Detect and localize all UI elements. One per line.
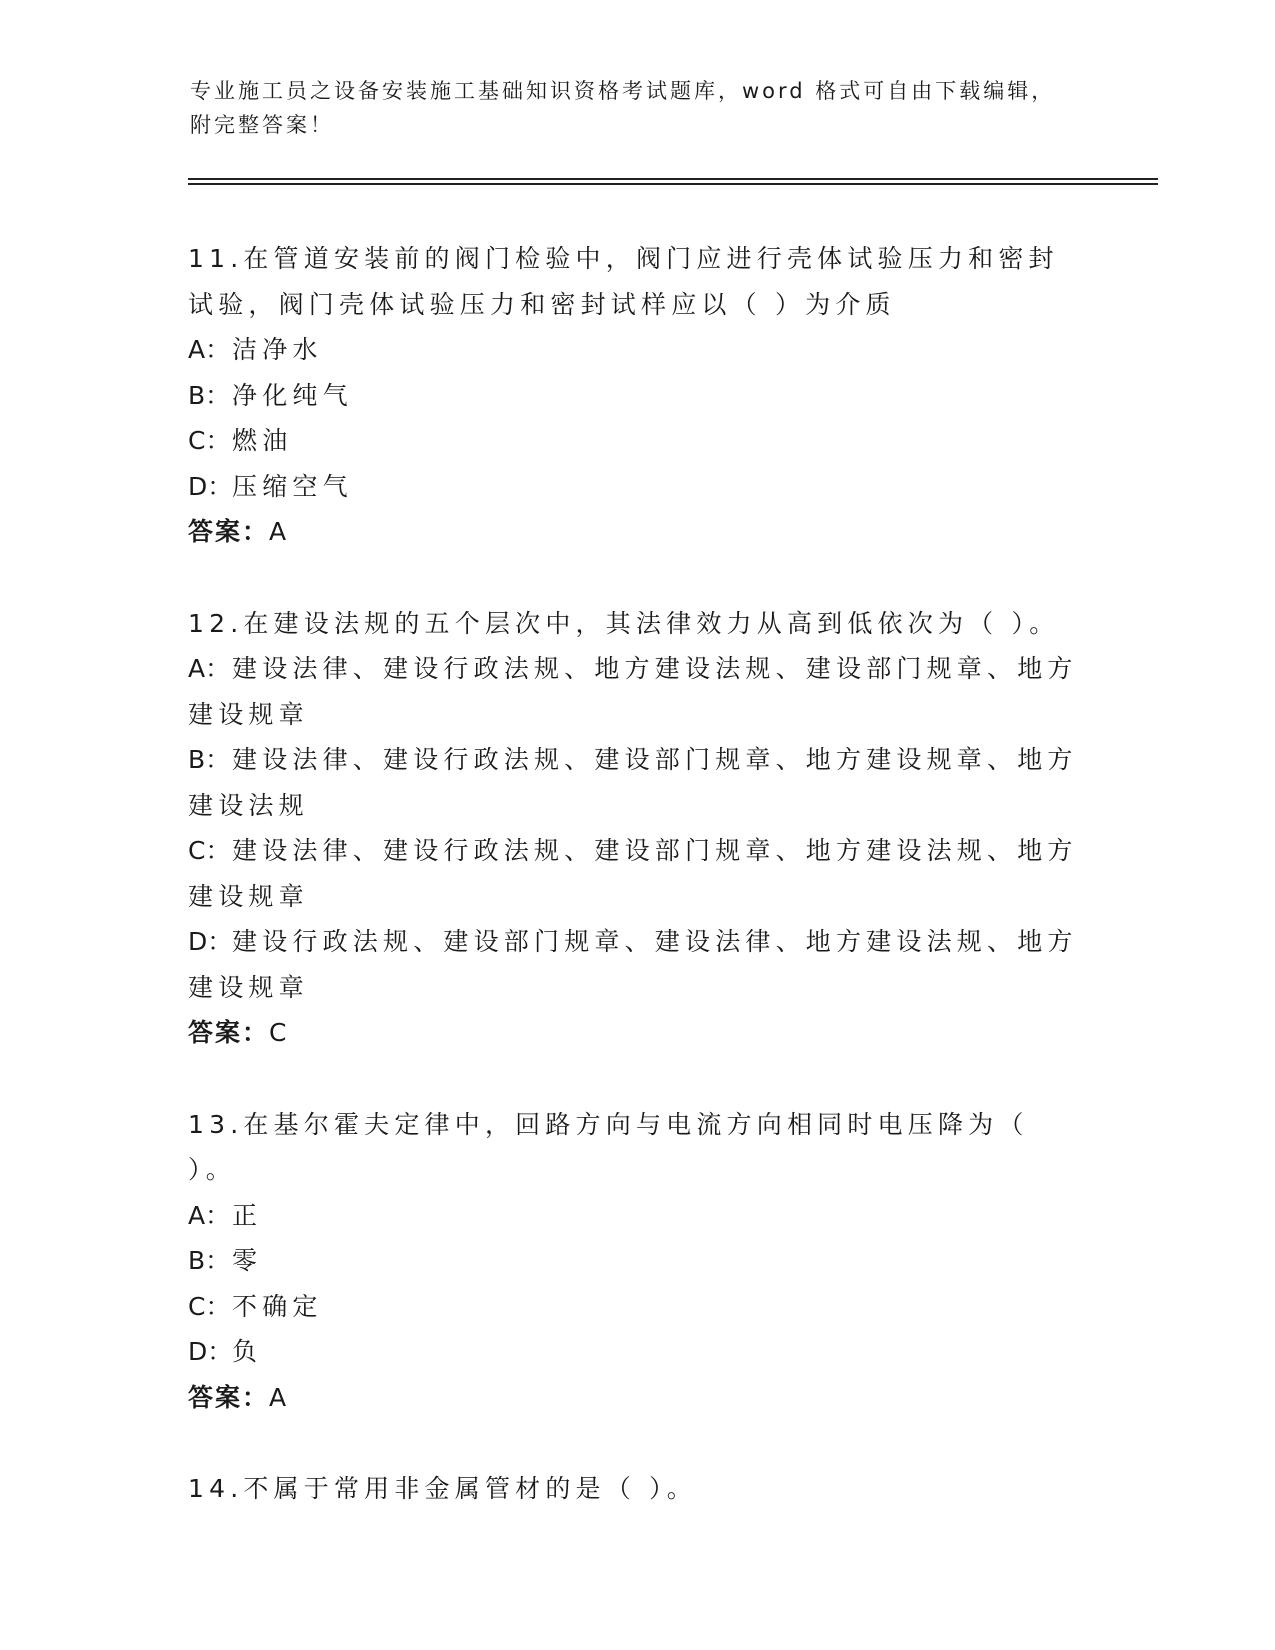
option-a <box>188 327 1088 373</box>
option-letter: B： <box>188 745 231 774</box>
option-c <box>188 1284 1088 1330</box>
question-11 <box>188 236 1088 555</box>
option-b <box>188 737 1088 828</box>
answer-label: 答案： <box>188 1382 270 1412</box>
option-text: 建设法律、建设行政法规、建设部门规章、地方建设法规、地方建设规章 <box>188 836 1078 911</box>
header-double-rule <box>188 178 1158 185</box>
option-letter: D： <box>188 471 233 501</box>
answer-label: 答案： <box>188 517 270 546</box>
option-b <box>188 373 1088 419</box>
header-title-line-1: 专业施工员之设备安装施工基础知识资格考试题库，word 格式可自由下载编辑， <box>190 79 1056 103</box>
option-letter: B： <box>188 1246 231 1275</box>
question-list <box>188 236 1088 1558</box>
option-letter: C： <box>188 836 231 865</box>
question-stem: 11.在管道安装前的阀门检验中，阀门应进行壳体试验压力和密封试验，阀门壳体试验压力和密封试样应以（ ）为介质 <box>188 244 1059 319</box>
option-a <box>188 646 1088 737</box>
option-text: 建设法律、建设行政法规、地方建设法规、建设部门规章、地方建设规章 <box>188 654 1078 729</box>
question-12 <box>188 601 1088 1056</box>
option-letter: B： <box>188 380 231 410</box>
answer-value: A <box>269 1382 287 1412</box>
option-letter: A： <box>188 654 231 683</box>
option-letter: D： <box>188 927 233 956</box>
option-d <box>188 1329 1088 1375</box>
option-d <box>188 919 1088 1010</box>
question-14 <box>188 1466 1088 1512</box>
option-text: 燃油 <box>232 426 293 455</box>
question-13 <box>188 1102 1088 1421</box>
option-text: 不确定 <box>232 1291 323 1321</box>
question-stem: 12.在建设法规的五个层次中，其法律效力从高到低依次为（ ）。 <box>188 608 1060 638</box>
option-b <box>188 1238 1088 1284</box>
document-header <box>190 74 1090 142</box>
question-stem: 14.不属于常用非金属管材的是（ ）。 <box>188 1474 698 1503</box>
option-text: 建设行政法规、建设部门规章、建设法律、地方建设法规、地方建设规章 <box>188 927 1078 1002</box>
option-text: 建设法律、建设行政法规、建设部门规章、地方建设规章、地方建设法规 <box>188 745 1078 820</box>
option-text: 零 <box>232 1246 263 1275</box>
option-letter: D： <box>188 1337 233 1366</box>
answer-line <box>188 1010 1088 1056</box>
option-letter: A： <box>188 335 231 364</box>
option-a <box>188 1193 1088 1239</box>
option-letter: A： <box>188 1200 231 1230</box>
option-text: 压缩空气 <box>232 471 353 501</box>
option-text: 正 <box>232 1200 263 1230</box>
option-letter: C： <box>188 426 231 455</box>
option-text: 洁净水 <box>232 335 323 364</box>
option-letter: C： <box>188 1291 231 1321</box>
question-stem: 13.在基尔霍夫定律中，回路方向与电流方向相同时电压降为（ ）。 <box>188 1109 1029 1184</box>
answer-value: A <box>269 517 287 546</box>
option-d <box>188 464 1088 510</box>
answer-line <box>188 1375 1088 1421</box>
answer-line <box>188 509 1088 555</box>
option-text: 净化纯气 <box>232 380 353 410</box>
header-title-line-2: 附完整答案！ <box>190 113 334 137</box>
answer-value: C <box>269 1018 287 1047</box>
option-c <box>188 418 1088 464</box>
option-text: 负 <box>232 1337 263 1366</box>
answer-label: 答案： <box>188 1018 270 1047</box>
option-c <box>188 828 1088 919</box>
